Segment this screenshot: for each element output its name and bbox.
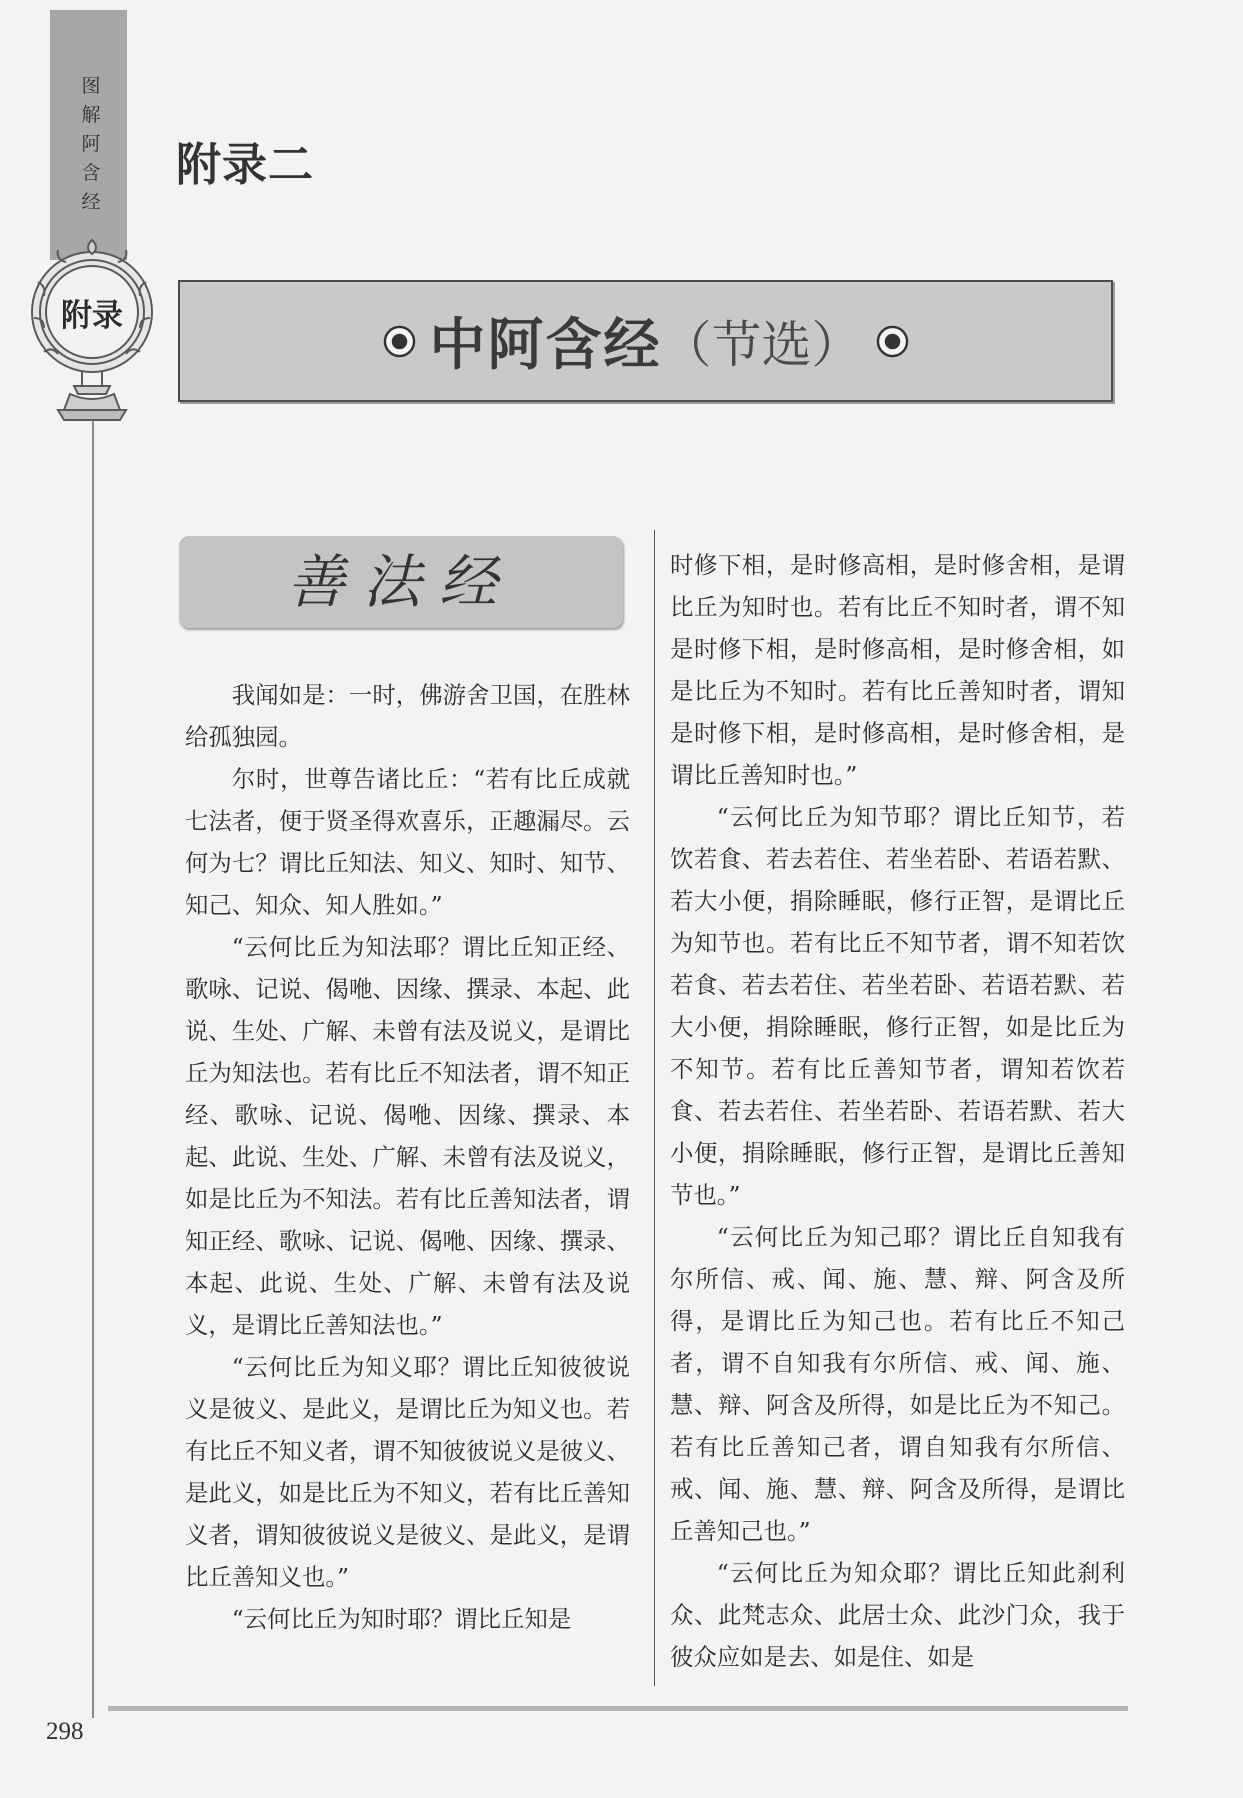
paragraph: 尔时，世尊告诸比丘：“若有比丘成就七法者，便于贤圣得欢喜乐，正趣漏尽。云何为七？谓比丘知法、知义、知时、知节、知己、知众、知人胜如。” bbox=[185, 765, 630, 919]
footer-rule bbox=[108, 1706, 1128, 1711]
paragraph: “云何比丘为知己耶？谓比丘自知我有尔所信、戒、闻、施、慧、辩、阿含及所得，是谓比丘为知己也。若有比丘不知己者，谓不自知我有尔所信、戒、闻、施、慧、辩、阿含及所得，如是比丘为不知己。若有比丘善知己者，谓自知我有尔所信、戒、闻、施、慧、辩、阿含及所得，是谓比丘善知己也。” bbox=[670, 1223, 1125, 1545]
emblem-label: 附录 bbox=[61, 298, 123, 334]
section-title: 善法经 bbox=[179, 536, 623, 628]
target-bullet-icon bbox=[383, 325, 416, 358]
paragraph: “云何比丘为知节耶？谓比丘知节，若饮若食、若去若住、若坐若卧、若语若默、若大小便，捐除睡眠，修行正智，是谓比丘为知节也。若有比丘不知节者，谓不知若饮若食、若去若住、若坐若卧、若语若默、若大小便，捐除睡眠，修行正智，如是比丘为不知节。若有比丘善知节者，谓知若饮若食、若去若住、若坐若卧、若语若默、若大小便，捐除睡眠，修行正智，是谓比丘善知节也。” bbox=[670, 803, 1125, 1209]
left-column bbox=[185, 674, 630, 1640]
side-rule bbox=[92, 410, 94, 1718]
paragraph: “云何比丘为知法耶？谓比丘知正经、歌咏、记说、偈咃、因缘、撰录、本起、此说、生处、广解、未曾有法及说义，是谓比丘为知法也。若有比丘不知法者，谓不知正经、歌咏、记说、偈咃、因缘、撰录、本起、此说、生处、广解、未曾有法及说义，如是比丘为不知法。若有比丘善知法者，谓知正经、歌咏、记说、偈咃、因缘、撰录、本起、此说、生处、广解、未曾有法及说义，是谓比丘善知法也。” bbox=[185, 933, 630, 1339]
page-subtitle: （节选） bbox=[661, 316, 862, 374]
paragraph: “云何比丘为知时耶？谓比丘知是 bbox=[231, 1605, 572, 1633]
target-bullet-icon bbox=[876, 325, 909, 358]
paragraph: 时修下相，是时修高相，是时修舍相，是谓比丘为知时也。若有比丘不知时者，谓不知是时修下相，是时修高相，是时修舍相，如是比丘为不知时。若有比丘善知时者，谓知是时修下相，是时修高相，是时修舍相，是谓比丘善知时也。” bbox=[670, 551, 1125, 789]
side-book-title: 图解阿含经 bbox=[81, 75, 101, 213]
paragraph: “云何比丘为知众耶？谓比丘知此刹利众、此梵志众、此居士众、此沙门众，我于彼众应如是去、如是住、如是 bbox=[670, 1559, 1125, 1671]
title-banner bbox=[178, 280, 1113, 402]
paragraph: “云何比丘为知义耶？谓比丘知彼彼说义是彼义、是此义，是谓比丘为知义也。若有比丘不知义者，谓不知彼彼说义是彼义、是此义，如是比丘为不知义，若有比丘善知义者，谓知彼彼说义是彼义、是此义，是谓比丘善知义也。” bbox=[185, 1353, 630, 1591]
page-title: 中阿含经 bbox=[429, 313, 662, 378]
column-divider bbox=[654, 530, 655, 1686]
appendix-heading: 附录二 bbox=[176, 138, 315, 191]
paragraph: 我闻如是：一时，佛游舍卫国，在胜林给孤独园。 bbox=[185, 681, 630, 751]
right-column bbox=[670, 544, 1125, 1678]
page-number: 298 bbox=[46, 1718, 84, 1745]
